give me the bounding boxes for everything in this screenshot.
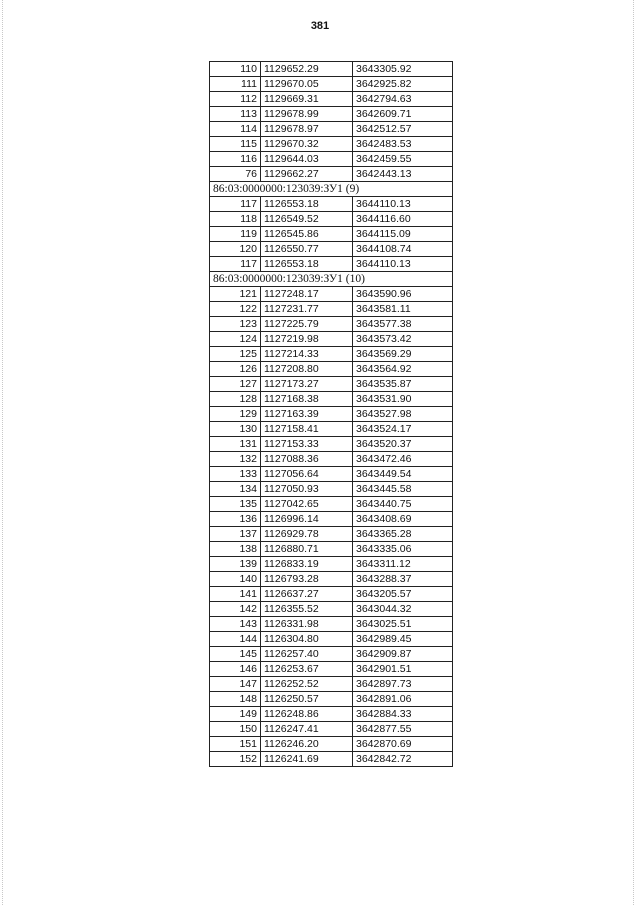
- point-number-cell: 139: [210, 557, 261, 572]
- table-row: [210, 227, 453, 242]
- y-coordinate-cell: 3643311.12: [353, 557, 453, 572]
- point-number-cell: 151: [210, 737, 261, 752]
- y-coordinate-cell: 3643573.42: [353, 332, 453, 347]
- x-coordinate-cell: 1129662.27: [261, 167, 353, 182]
- table-row: [210, 302, 453, 317]
- y-coordinate-cell: 3643569.29: [353, 347, 453, 362]
- x-coordinate-cell: 1127219.98: [261, 332, 353, 347]
- y-coordinate-cell: 3643044.32: [353, 602, 453, 617]
- y-coordinate-cell: 3644108.74: [353, 242, 453, 257]
- point-number-cell: 146: [210, 662, 261, 677]
- table-row: [210, 197, 453, 212]
- point-number-cell: 133: [210, 467, 261, 482]
- table-row: [210, 482, 453, 497]
- x-coordinate-cell: 1129644.03: [261, 152, 353, 167]
- point-number-cell: 132: [210, 452, 261, 467]
- y-coordinate-cell: 3643408.69: [353, 512, 453, 527]
- point-number-cell: 114: [210, 122, 261, 137]
- y-coordinate-cell: 3643288.37: [353, 572, 453, 587]
- y-coordinate-cell: 3642884.33: [353, 707, 453, 722]
- scan-edge-left: [2, 0, 3, 905]
- x-coordinate-cell: 1127225.79: [261, 317, 353, 332]
- point-number-cell: 145: [210, 647, 261, 662]
- x-coordinate-cell: 1127153.33: [261, 437, 353, 452]
- point-number-cell: 141: [210, 587, 261, 602]
- x-coordinate-cell: 1126996.14: [261, 512, 353, 527]
- y-coordinate-cell: 3642989.45: [353, 632, 453, 647]
- x-coordinate-cell: 1126246.20: [261, 737, 353, 752]
- point-number-cell: 113: [210, 107, 261, 122]
- x-coordinate-cell: 1126247.41: [261, 722, 353, 737]
- table-row: [210, 722, 453, 737]
- y-coordinate-cell: 3643335.06: [353, 542, 453, 557]
- table-row: [210, 152, 453, 167]
- table-row: [210, 512, 453, 527]
- scan-edge-right: [633, 0, 634, 905]
- point-number-cell: 118: [210, 212, 261, 227]
- point-number-cell: 112: [210, 92, 261, 107]
- point-number-cell: 115: [210, 137, 261, 152]
- y-coordinate-cell: 3643590.96: [353, 287, 453, 302]
- point-number-cell: 147: [210, 677, 261, 692]
- table-row: [210, 632, 453, 647]
- y-coordinate-cell: 3643365.28: [353, 527, 453, 542]
- x-coordinate-cell: 1127231.77: [261, 302, 353, 317]
- point-number-cell: 149: [210, 707, 261, 722]
- table-row: [210, 92, 453, 107]
- coordinates-table-body: [210, 62, 453, 767]
- x-coordinate-cell: 1126549.52: [261, 212, 353, 227]
- point-number-cell: 143: [210, 617, 261, 632]
- x-coordinate-cell: 1126553.18: [261, 257, 353, 272]
- parcel-heading: 86:03:0000000:123039:ЗУ1 (9): [210, 182, 453, 197]
- x-coordinate-cell: 1126880.71: [261, 542, 353, 557]
- table-row: [210, 212, 453, 227]
- table-row: [210, 77, 453, 92]
- y-coordinate-cell: 3642842.72: [353, 752, 453, 767]
- y-coordinate-cell: 3642459.55: [353, 152, 453, 167]
- y-coordinate-cell: 3642483.53: [353, 137, 453, 152]
- x-coordinate-cell: 1127248.17: [261, 287, 353, 302]
- table-row: [210, 62, 453, 77]
- parcel-heading: 86:03:0000000:123039:ЗУ1 (10): [210, 272, 453, 287]
- table-row: [210, 467, 453, 482]
- coordinates-table: [209, 61, 453, 767]
- x-coordinate-cell: 1126637.27: [261, 587, 353, 602]
- y-coordinate-cell: 3642891.06: [353, 692, 453, 707]
- y-coordinate-cell: 3643445.58: [353, 482, 453, 497]
- y-coordinate-cell: 3642609.71: [353, 107, 453, 122]
- table-row: [210, 692, 453, 707]
- table-row: [210, 392, 453, 407]
- table-row: [210, 437, 453, 452]
- y-coordinate-cell: 3642794.63: [353, 92, 453, 107]
- point-number-cell: 76: [210, 167, 261, 182]
- table-row: [210, 377, 453, 392]
- section-heading-row: [210, 272, 453, 287]
- y-coordinate-cell: 3642909.87: [353, 647, 453, 662]
- x-coordinate-cell: 1126553.18: [261, 197, 353, 212]
- point-number-cell: 127: [210, 377, 261, 392]
- table-row: [210, 557, 453, 572]
- y-coordinate-cell: 3644115.09: [353, 227, 453, 242]
- y-coordinate-cell: 3643472.46: [353, 452, 453, 467]
- x-coordinate-cell: 1126248.86: [261, 707, 353, 722]
- x-coordinate-cell: 1126257.40: [261, 647, 353, 662]
- point-number-cell: 138: [210, 542, 261, 557]
- y-coordinate-cell: 3643520.37: [353, 437, 453, 452]
- y-coordinate-cell: 3643581.11: [353, 302, 453, 317]
- table-row: [210, 662, 453, 677]
- y-coordinate-cell: 3644110.13: [353, 197, 453, 212]
- x-coordinate-cell: 1126545.86: [261, 227, 353, 242]
- point-number-cell: 125: [210, 347, 261, 362]
- x-coordinate-cell: 1126331.98: [261, 617, 353, 632]
- table-row: [210, 452, 453, 467]
- table-row: [210, 332, 453, 347]
- table-row: [210, 602, 453, 617]
- x-coordinate-cell: 1126793.28: [261, 572, 353, 587]
- x-coordinate-cell: 1127208.80: [261, 362, 353, 377]
- point-number-cell: 150: [210, 722, 261, 737]
- x-coordinate-cell: 1126253.67: [261, 662, 353, 677]
- y-coordinate-cell: 3643527.98: [353, 407, 453, 422]
- x-coordinate-cell: 1129652.29: [261, 62, 353, 77]
- point-number-cell: 152: [210, 752, 261, 767]
- table-row: [210, 572, 453, 587]
- x-coordinate-cell: 1127214.33: [261, 347, 353, 362]
- table-row: [210, 137, 453, 152]
- point-number-cell: 110: [210, 62, 261, 77]
- point-number-cell: 120: [210, 242, 261, 257]
- table-row: [210, 527, 453, 542]
- x-coordinate-cell: 1126252.52: [261, 677, 353, 692]
- point-number-cell: 136: [210, 512, 261, 527]
- y-coordinate-cell: 3643305.92: [353, 62, 453, 77]
- y-coordinate-cell: 3642877.55: [353, 722, 453, 737]
- section-heading-row: [210, 182, 453, 197]
- point-number-cell: 122: [210, 302, 261, 317]
- x-coordinate-cell: 1129669.31: [261, 92, 353, 107]
- page-number: 381: [310, 20, 330, 32]
- x-coordinate-cell: 1127056.64: [261, 467, 353, 482]
- table-row: [210, 497, 453, 512]
- table-row: [210, 347, 453, 362]
- x-coordinate-cell: 1129670.05: [261, 77, 353, 92]
- y-coordinate-cell: 3642901.51: [353, 662, 453, 677]
- x-coordinate-cell: 1127163.39: [261, 407, 353, 422]
- table-row: [210, 707, 453, 722]
- point-number-cell: 117: [210, 257, 261, 272]
- x-coordinate-cell: 1126250.57: [261, 692, 353, 707]
- point-number-cell: 117: [210, 197, 261, 212]
- point-number-cell: 126: [210, 362, 261, 377]
- y-coordinate-cell: 3642897.73: [353, 677, 453, 692]
- y-coordinate-cell: 3643449.54: [353, 467, 453, 482]
- x-coordinate-cell: 1127158.41: [261, 422, 353, 437]
- point-number-cell: 137: [210, 527, 261, 542]
- x-coordinate-cell: 1126833.19: [261, 557, 353, 572]
- y-coordinate-cell: 3642443.13: [353, 167, 453, 182]
- point-number-cell: 129: [210, 407, 261, 422]
- table-row: [210, 287, 453, 302]
- table-row: [210, 257, 453, 272]
- x-coordinate-cell: 1127088.36: [261, 452, 353, 467]
- y-coordinate-cell: 3643531.90: [353, 392, 453, 407]
- point-number-cell: 124: [210, 332, 261, 347]
- table-row: [210, 677, 453, 692]
- point-number-cell: 119: [210, 227, 261, 242]
- point-number-cell: 116: [210, 152, 261, 167]
- x-coordinate-cell: 1127042.65: [261, 497, 353, 512]
- x-coordinate-cell: 1126929.78: [261, 527, 353, 542]
- table-row: [210, 242, 453, 257]
- point-number-cell: 121: [210, 287, 261, 302]
- y-coordinate-cell: 3642925.82: [353, 77, 453, 92]
- point-number-cell: 135: [210, 497, 261, 512]
- table-row: [210, 647, 453, 662]
- y-coordinate-cell: 3644116.60: [353, 212, 453, 227]
- x-coordinate-cell: 1126355.52: [261, 602, 353, 617]
- y-coordinate-cell: 3644110.13: [353, 257, 453, 272]
- y-coordinate-cell: 3643440.75: [353, 497, 453, 512]
- y-coordinate-cell: 3642870.69: [353, 737, 453, 752]
- y-coordinate-cell: 3643535.87: [353, 377, 453, 392]
- point-number-cell: 140: [210, 572, 261, 587]
- point-number-cell: 128: [210, 392, 261, 407]
- table-row: [210, 617, 453, 632]
- y-coordinate-cell: 3643025.51: [353, 617, 453, 632]
- table-row: [210, 107, 453, 122]
- point-number-cell: 111: [210, 77, 261, 92]
- table-row: [210, 542, 453, 557]
- table-row: [210, 407, 453, 422]
- table-row: [210, 167, 453, 182]
- y-coordinate-cell: 3643577.38: [353, 317, 453, 332]
- y-coordinate-cell: 3643564.92: [353, 362, 453, 377]
- table-row: [210, 422, 453, 437]
- y-coordinate-cell: 3642512.57: [353, 122, 453, 137]
- point-number-cell: 134: [210, 482, 261, 497]
- table-row: [210, 752, 453, 767]
- table-row: [210, 362, 453, 377]
- x-coordinate-cell: 1126241.69: [261, 752, 353, 767]
- point-number-cell: 142: [210, 602, 261, 617]
- y-coordinate-cell: 3643524.17: [353, 422, 453, 437]
- point-number-cell: 148: [210, 692, 261, 707]
- x-coordinate-cell: 1129678.97: [261, 122, 353, 137]
- table-row: [210, 122, 453, 137]
- table-row: [210, 317, 453, 332]
- x-coordinate-cell: 1129670.32: [261, 137, 353, 152]
- point-number-cell: 131: [210, 437, 261, 452]
- x-coordinate-cell: 1126550.77: [261, 242, 353, 257]
- x-coordinate-cell: 1127168.38: [261, 392, 353, 407]
- x-coordinate-cell: 1127173.27: [261, 377, 353, 392]
- point-number-cell: 130: [210, 422, 261, 437]
- point-number-cell: 144: [210, 632, 261, 647]
- y-coordinate-cell: 3643205.57: [353, 587, 453, 602]
- x-coordinate-cell: 1127050.93: [261, 482, 353, 497]
- x-coordinate-cell: 1129678.99: [261, 107, 353, 122]
- point-number-cell: 123: [210, 317, 261, 332]
- table-row: [210, 587, 453, 602]
- x-coordinate-cell: 1126304.80: [261, 632, 353, 647]
- table-row: [210, 737, 453, 752]
